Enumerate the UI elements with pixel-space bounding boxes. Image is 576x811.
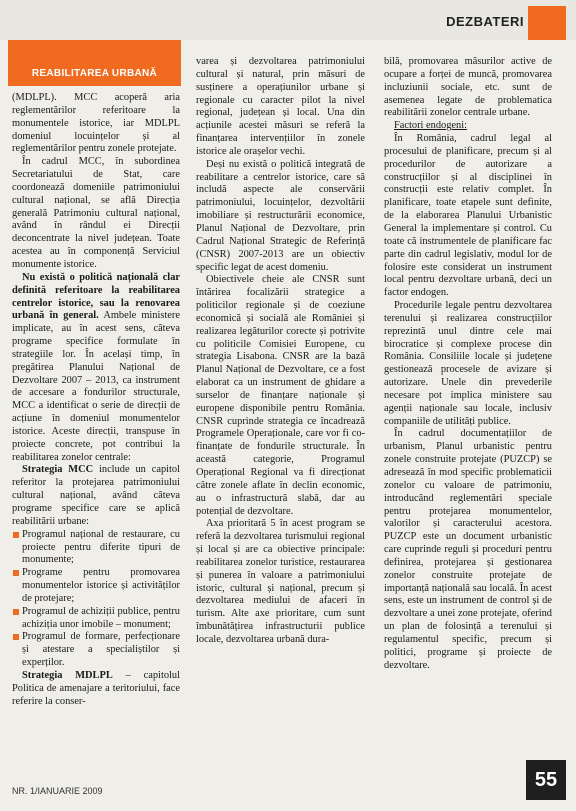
article-heading: REABILITAREA URBANĂ <box>8 60 181 86</box>
paragraph: varea și dezvoltarea patrimoniului cultural și natural, prin măsuri de susținere a operațiunilor urbane și regionale cu caracter pilot la nivel regional, județean și local. Una din acțiunile acestei măsuri se referă la finanțarea intervențiilor în zonele istorice ale orașelor vechi. <box>196 56 365 157</box>
paragraph: În cadrul MCC, în subordinea Secretariatului de Stat, care coordonează domeniile patrimoniului cultural național, se află Direcția generală Patrimoniu cultural național, având în rândul ei Direcții deconcentrate la nivel județean. Toate acestea au în componență Serviciul monumente istorice. <box>12 156 180 270</box>
paragraph: Procedurile legale pentru dezvoltarea terenului și realizarea construcțiilor reprezintă unul dintre cele mai birocratice și complexe procese din România. Consiliile locale și județene gestionează procesele de avizare și autorizare. Unele din prevederile necesare pot implica ministere sau agenții naționale sau locale, inclusiv companiile de utilități publice. <box>384 300 552 427</box>
list-item: Programe pentru promovarea monumentelor istorice și activităților de protejare; <box>12 567 180 606</box>
section-label: DEZBATERI <box>446 14 524 29</box>
factors-heading: Factori endogeni: <box>394 120 468 132</box>
paragraph-text: Ambele ministere implicate, au în acest sens, câteva programe specifice formulate în strategiile lor. În același timp, în pregătirea Planului Național de Dezvoltare 2007 – 2013, ca instrument de accesare a fondurilor structurale, MCC a identificat o serie de direcții de acțiune în domeniul monumentelor istorice. Aceste direcții, transpuse în proiecte concrete, pot contribui la reabilitarea zonelor centrale: <box>12 310 180 463</box>
list-item: Programul de formare, perfecționare și atestare a specialiștilor și experților. <box>12 631 180 670</box>
page-number: 55 <box>526 760 566 800</box>
column-2 <box>196 56 365 754</box>
heading-accent-strip <box>8 40 181 60</box>
paragraph: În cadrul documentațiilor de urbanism, Planul urbanistic pentru zonele construite protejate (PUZCP) se adresează în mod specific problematicii zonelor cu valoare de patrimoniu, introducând reglementări speciale pentru protejarea monumentelor, valorilor și caracterului acestora. PUZCP este un document urbanistic care cuprinde reguli și proceduri pentru definirea, protejarea și gestionarea zonelor construite protejate de importanță națională sau locală. În acest sens, este un instrument de control și de dezvoltare a unei zone protejate, oferind un plan de folosință a terenului și regulamentul specific, precum și politici, programe și proiecte de dezvoltare. <box>384 428 552 671</box>
bold-statement: Nu există o politică națională clar definită referitoare la reabilitarea centrelor istorice, sau la renovarea urbană în general. <box>12 271 180 322</box>
corner-accent-tab <box>528 6 566 40</box>
paragraph: În România, cadrul legal al procesului de planificare, precum și al procedurilor de autorizare a construcțiilor și al disciplinei în construcții este relativ complet. În planificare, toate etapele sunt definite, de la elaborarea Planului Urbanistic General la implementare și control. Cu toate că instrumentele de planificare fac parte din cadrul legislativ, modul lor de folosire este considerat un instrument local pentru dezvoltare urbană, deci un factor endogen. <box>384 133 552 299</box>
paragraph: Deși nu există o politică integrată de reabilitare a centrelor istorice, care să includă aspecte ale conservării patrimoniului, locuințelor, dezvoltării imobiliare și restructurării economice, Planul Național de Dezvoltare, prin Cadrul Național Strategic de Referință (CNSR) 2007-2013 are un obiectiv specific legat de acest domeniu. <box>196 158 365 273</box>
paragraph: bilă, promovarea măsurilor active de ocupare a forței de muncă, promovarea incluziunii sociale, etc. sunt de asemenea legate de problematica reabilitării zonelor centrale urbane. <box>384 56 552 119</box>
paragraph: (MDLPL). MCC acoperă aria reglementărilor referitoare la monumentele istorice, iar MDLPL domeniul locuințelor și al reglementărilor pentru zonele protejate. <box>12 92 180 155</box>
strategy-mcc-label: Strategia MCC <box>22 464 94 476</box>
issue-label: NR. 1/IANUARIE 2009 <box>12 786 103 796</box>
list-item: Programul național de restaurare, cu proiecte pentru diferite tipuri de monumente; <box>12 529 180 568</box>
list-item: Programul de achiziții publice, pentru achiziția unor imobile – monument; <box>12 606 180 632</box>
column-1 <box>12 92 180 754</box>
strategy-mcc-text: include un capitol referitor la protejarea patrimoniului cultural național, având câteva programe specifice care se aplică reabilitării urbane: <box>12 464 180 527</box>
paragraph: Obiectivele cheie ale CNSR sunt întărirea focalizării strategice a politicilor regionale și de coeziune economică și socială ale României și realizarea legăturilor corecte și potrivite cu politicile Comisiei Europene, cu strategia Lisabona. CNSR are la bază Planul Național de Dezvoltare, ce a fost elaborat ca un instrument de ghidare a surselor de finanțare naționale și europene disponibile pentru România. CNSR cuprinde strategia ce încadrează Programele Operaționale, care vor fi co-finanțate de fondurile structurale. În această categorie, Programul Operațional Regional va fi direcționat către zonele aflate în declin economic, au o infrastructură slabă, dar au potențial de dezvoltare. <box>196 274 365 517</box>
strategy-mdlpl-text: – capitolul Politica de amenajare a teritoriului, face referire la conser- <box>12 669 180 707</box>
strategy-mdlpl-label: Strategia MDLPL <box>22 669 113 681</box>
paragraph: Axa prioritară 5 în acest program se referă la dezvoltarea turismului regional și local și are ca obiective principale: reabilitarea zonelor turistice, restaurarea și punerea în valoare a patrimoniului istoric, cultural și național, precum și dezvoltarea mediului de afaceri în turism. Alte axe prioritare, cum sunt îmbunătățirea infrastructurii publice locale, dezvoltarea urbană dura- <box>196 518 365 645</box>
column-3 <box>384 56 552 754</box>
